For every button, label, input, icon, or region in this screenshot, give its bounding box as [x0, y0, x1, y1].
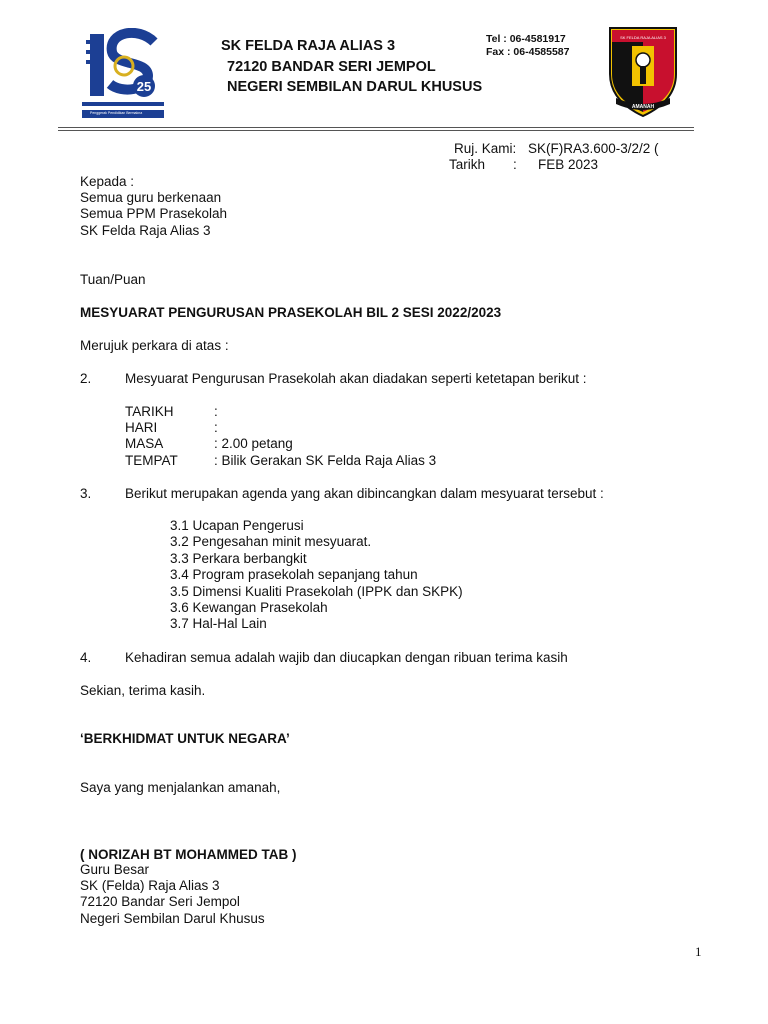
motto: ‘BERKHIDMAT UNTUK NEGARA’	[80, 731, 290, 746]
detail-value: :	[214, 404, 218, 419]
signatory-name: ( NORIZAH BT MOHAMMED TAB )	[80, 847, 297, 862]
signatory-address: Negeri Sembilan Darul Khusus	[80, 911, 265, 926]
date-value: FEB 2023	[538, 157, 599, 172]
fax-number: Fax : 06-4585587	[486, 46, 570, 58]
reference-label: Ruj. Kami:	[454, 141, 517, 156]
intro-text: Merujuk perkara di atas :	[80, 338, 229, 353]
agenda-item: 3.3 Perkara berbangkit	[170, 551, 307, 566]
paragraph-text: Kehadiran semua adalah wajib dan diucapkan dengan ribuan terima kasih	[125, 650, 568, 665]
header-divider-top	[58, 127, 694, 128]
paragraph-number: 3.	[80, 486, 92, 501]
paragraph-text: Berikut merupakan agenda yang akan dibincangkan dalam mesyuarat tersebut :	[125, 486, 604, 501]
crest-shield-icon	[606, 24, 680, 118]
letter-subject: MESYUARAT PENGURUSAN PRASEKOLAH BIL 2 SESI 2022/2023	[80, 305, 502, 320]
telephone-number: Tel : 06-4581917	[486, 33, 566, 45]
date-colon: :	[513, 157, 517, 172]
crest-top-text: SK FELDA RAJA ALIAS 3	[620, 35, 666, 40]
recipient-line: Semua guru berkenaan	[80, 190, 222, 205]
detail-label: HARI	[125, 420, 158, 435]
signatory-address: 72120 Bandar Seri Jempol	[80, 894, 240, 909]
closing-text: Sekian, terima kasih.	[80, 683, 206, 698]
signatory-title: Guru Besar	[80, 862, 150, 877]
header-divider-bottom	[58, 130, 694, 131]
page-number: 1	[695, 944, 702, 959]
reference-number: SK(F)RA3.600-3/2/2 (	[528, 141, 659, 156]
logo-25-text: 25	[136, 79, 152, 94]
logo-caption-1: PROGRAM TRANSFORMASI SEKOLAH 2025	[84, 103, 158, 107]
signatory-address: SK (Felda) Raja Alias 3	[80, 878, 220, 893]
crest-bottom-text: AMANAH	[631, 104, 655, 110]
detail-value: :	[214, 420, 218, 435]
agenda-item: 3.5 Dimensi Kualiti Prasekolah (IPPK dan SKPK)	[170, 584, 463, 599]
detail-label: TARIKH	[125, 404, 174, 419]
agenda-item: 3.4 Program prasekolah sepanjang tahun	[170, 567, 418, 582]
agenda-item: 3.7 Hal-Hal Lain	[170, 616, 267, 631]
agenda-item: 3.6 Kewangan Prasekolah	[170, 600, 328, 615]
detail-value: : Bilik Gerakan SK Felda Raja Alias 3	[214, 453, 437, 468]
school-state: NEGERI SEMBILAN DARUL KHUSUS	[227, 79, 483, 95]
detail-value: : 2.00 petang	[214, 436, 293, 451]
recipient-line: Kepada :	[80, 174, 135, 189]
detail-label: TEMPAT	[125, 453, 178, 468]
recipient-line: SK Felda Raja Alias 3	[80, 223, 211, 238]
paragraph-number: 4.	[80, 650, 92, 665]
sign-intro: Saya yang menjalankan amanah,	[80, 780, 281, 795]
recipient-line: Semua PPM Prasekolah	[80, 206, 228, 221]
school-address: 72120 BANDAR SERI JEMPOL	[227, 59, 436, 75]
paragraph-number: 2.	[80, 371, 92, 386]
agenda-item: 3.2 Pengesahan minit mesyuarat.	[170, 534, 372, 549]
school-name: SK FELDA RAJA ALIAS 3	[221, 38, 396, 54]
salutation: Tuan/Puan	[80, 272, 146, 287]
date-label: Tarikh	[449, 157, 486, 172]
paragraph-text: Mesyuarat Pengurusan Prasekolah akan diadakan seperti ketetapan berikut :	[125, 371, 587, 386]
school-crest-logo	[606, 24, 680, 118]
agenda-item: 3.1 Ucapan Pengerusi	[170, 518, 304, 533]
logo-caption-2: Penggerak Pendidikan Bermakna	[90, 111, 143, 115]
detail-label: MASA	[125, 436, 164, 451]
